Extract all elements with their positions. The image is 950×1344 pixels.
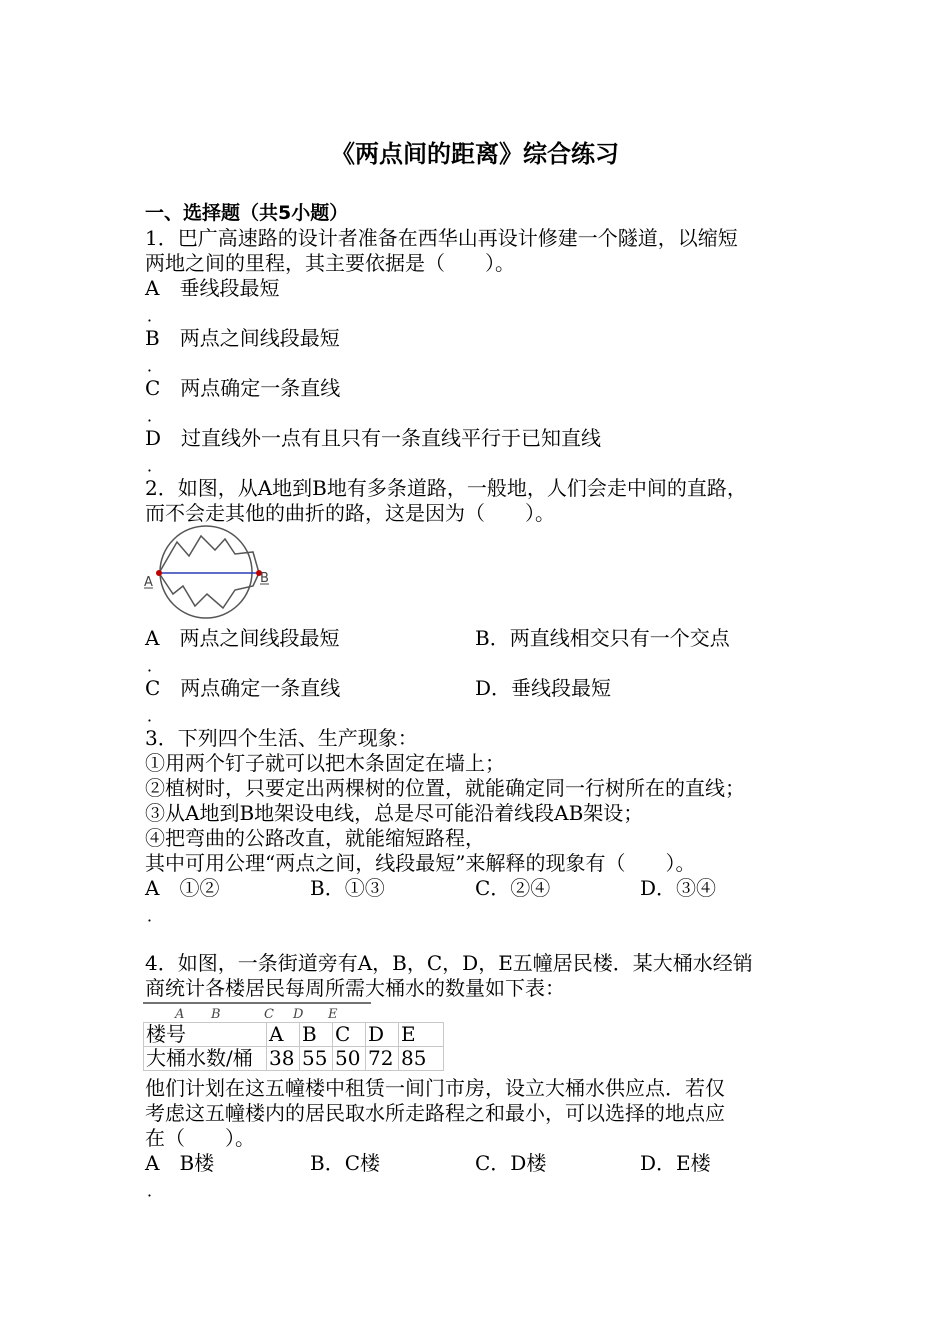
table-row	[144, 1023, 444, 1047]
table-cell: 大桶水数/桶	[144, 1047, 267, 1071]
q1-dot: ．	[147, 306, 164, 325]
q4-dot: ．	[147, 1181, 164, 1200]
q1-stem-line2: 两地之间的里程，其主要依据是（ ）。	[145, 251, 515, 275]
table-cell: 55	[300, 1047, 333, 1071]
point-b-label: B	[260, 571, 269, 586]
street-label-d: D	[293, 1007, 304, 1022]
table-cell: 50	[333, 1047, 366, 1071]
q4-street-figure	[143, 1000, 373, 1022]
q2-stem-line1: 2．如图，从A地到B地有多条道路，一般地，人们会走中间的直路，	[145, 476, 747, 500]
q4-option-c: C．D楼	[475, 1151, 547, 1175]
q2-lower-zigzag-path	[159, 573, 259, 608]
table-cell: A	[267, 1023, 300, 1047]
table-cell: C	[333, 1023, 366, 1047]
point-a	[156, 570, 162, 576]
q2-stem-line2: 而不会走其他的曲折的路，这是因为（ ）。	[145, 501, 555, 525]
q1-dot: ．	[147, 406, 164, 425]
q3-item-3: ③从A地到B地架设电线，总是尽可能沿着线段AB架设；	[145, 801, 644, 825]
street-label-e: E	[328, 1007, 338, 1022]
q4-option-a: A B楼	[145, 1151, 215, 1175]
table-cell: B	[300, 1023, 333, 1047]
q4-stem-line3: 他们计划在这五幢楼中租赁一间门市房，设立大桶水供应点．若仅	[145, 1076, 725, 1100]
q3-stem-line6: 其中可用公理“两点之间，线段最短”来解释的现象有（ ）。	[145, 851, 696, 875]
q3-item-2: ②植树时，只要定出两棵树的位置，就能确定同一行树所在的直线；	[145, 776, 745, 800]
q2-option-c: C 两点确定一条直线	[145, 676, 341, 700]
q4-option-b: B．C楼	[310, 1151, 380, 1175]
table-row	[144, 1047, 444, 1071]
q1-option-c: C 两点确定一条直线	[145, 376, 341, 400]
q3-option-a: A ①②	[145, 876, 220, 900]
q1-option-d: D 过直线外一点有且只有一条直线平行于已知直线	[145, 426, 602, 450]
section-heading: 一、选择题（共5小题）	[145, 202, 349, 224]
q4-stem-line5: 在（ ）。	[145, 1126, 255, 1150]
q2-option-b: B．两直线相交只有一个交点	[475, 626, 730, 650]
q1-option-b: B 两点之间线段最短	[145, 326, 340, 350]
q1-dot: ．	[147, 356, 164, 375]
table-cell: 72	[366, 1047, 399, 1071]
street-label-b: B	[211, 1007, 221, 1022]
q4-stem-line1: 4．如图，一条街道旁有A，B，C，D，E五幢居民楼．某大桶水经销	[145, 951, 753, 975]
q2-upper-zigzag-path	[159, 536, 259, 573]
q3-option-d: D．③④	[640, 876, 717, 900]
q4-stem-line2: 商统计各楼居民每周所需大桶水的数量如下表：	[145, 976, 565, 1000]
q3-item-1: ①用两个钉子就可以把木条固定在墙上；	[145, 751, 505, 775]
q2-dot: ．	[147, 706, 164, 725]
q1-dot: ．	[147, 456, 164, 475]
q3-option-b: B．①③	[310, 876, 385, 900]
street-label-a: A	[175, 1007, 185, 1022]
table-cell: 38	[267, 1047, 300, 1071]
q1-stem-line1: 1．巴广高速路的设计者准备在西华山再设计修建一个隧道，以缩短	[145, 226, 738, 250]
q2-dot: ．	[147, 656, 164, 675]
page-title: 《两点间的距离》综合练习	[331, 140, 619, 168]
q2-figure	[143, 524, 278, 619]
q2-figure-circle	[160, 526, 252, 618]
table-cell: E	[399, 1023, 444, 1047]
water-demand-table	[143, 1022, 444, 1071]
table-cell: 楼号	[144, 1023, 267, 1047]
q4-stem-line4: 考虑这五幢楼内的居民取水所走路程之和最小，可以选择的地点应	[145, 1101, 725, 1125]
q3-option-c: C．②④	[475, 876, 551, 900]
q4-option-d: D．E楼	[640, 1151, 711, 1175]
q3-item-4: ④把弯曲的公路改直，就能缩短路程，	[145, 826, 485, 850]
q3-stem-line1: 3．下列四个生活、生产现象：	[145, 726, 418, 750]
point-a-label: A	[144, 575, 153, 590]
q2-option-d: D．垂线段最短	[475, 676, 612, 700]
q3-dot: ．	[147, 906, 164, 925]
q2-option-a: A 两点之间线段最短	[145, 626, 340, 650]
table-cell: D	[366, 1023, 399, 1047]
street-label-c: C	[264, 1007, 274, 1022]
q1-option-a: A 垂线段最短	[145, 276, 280, 300]
table-cell: 85	[399, 1047, 444, 1071]
